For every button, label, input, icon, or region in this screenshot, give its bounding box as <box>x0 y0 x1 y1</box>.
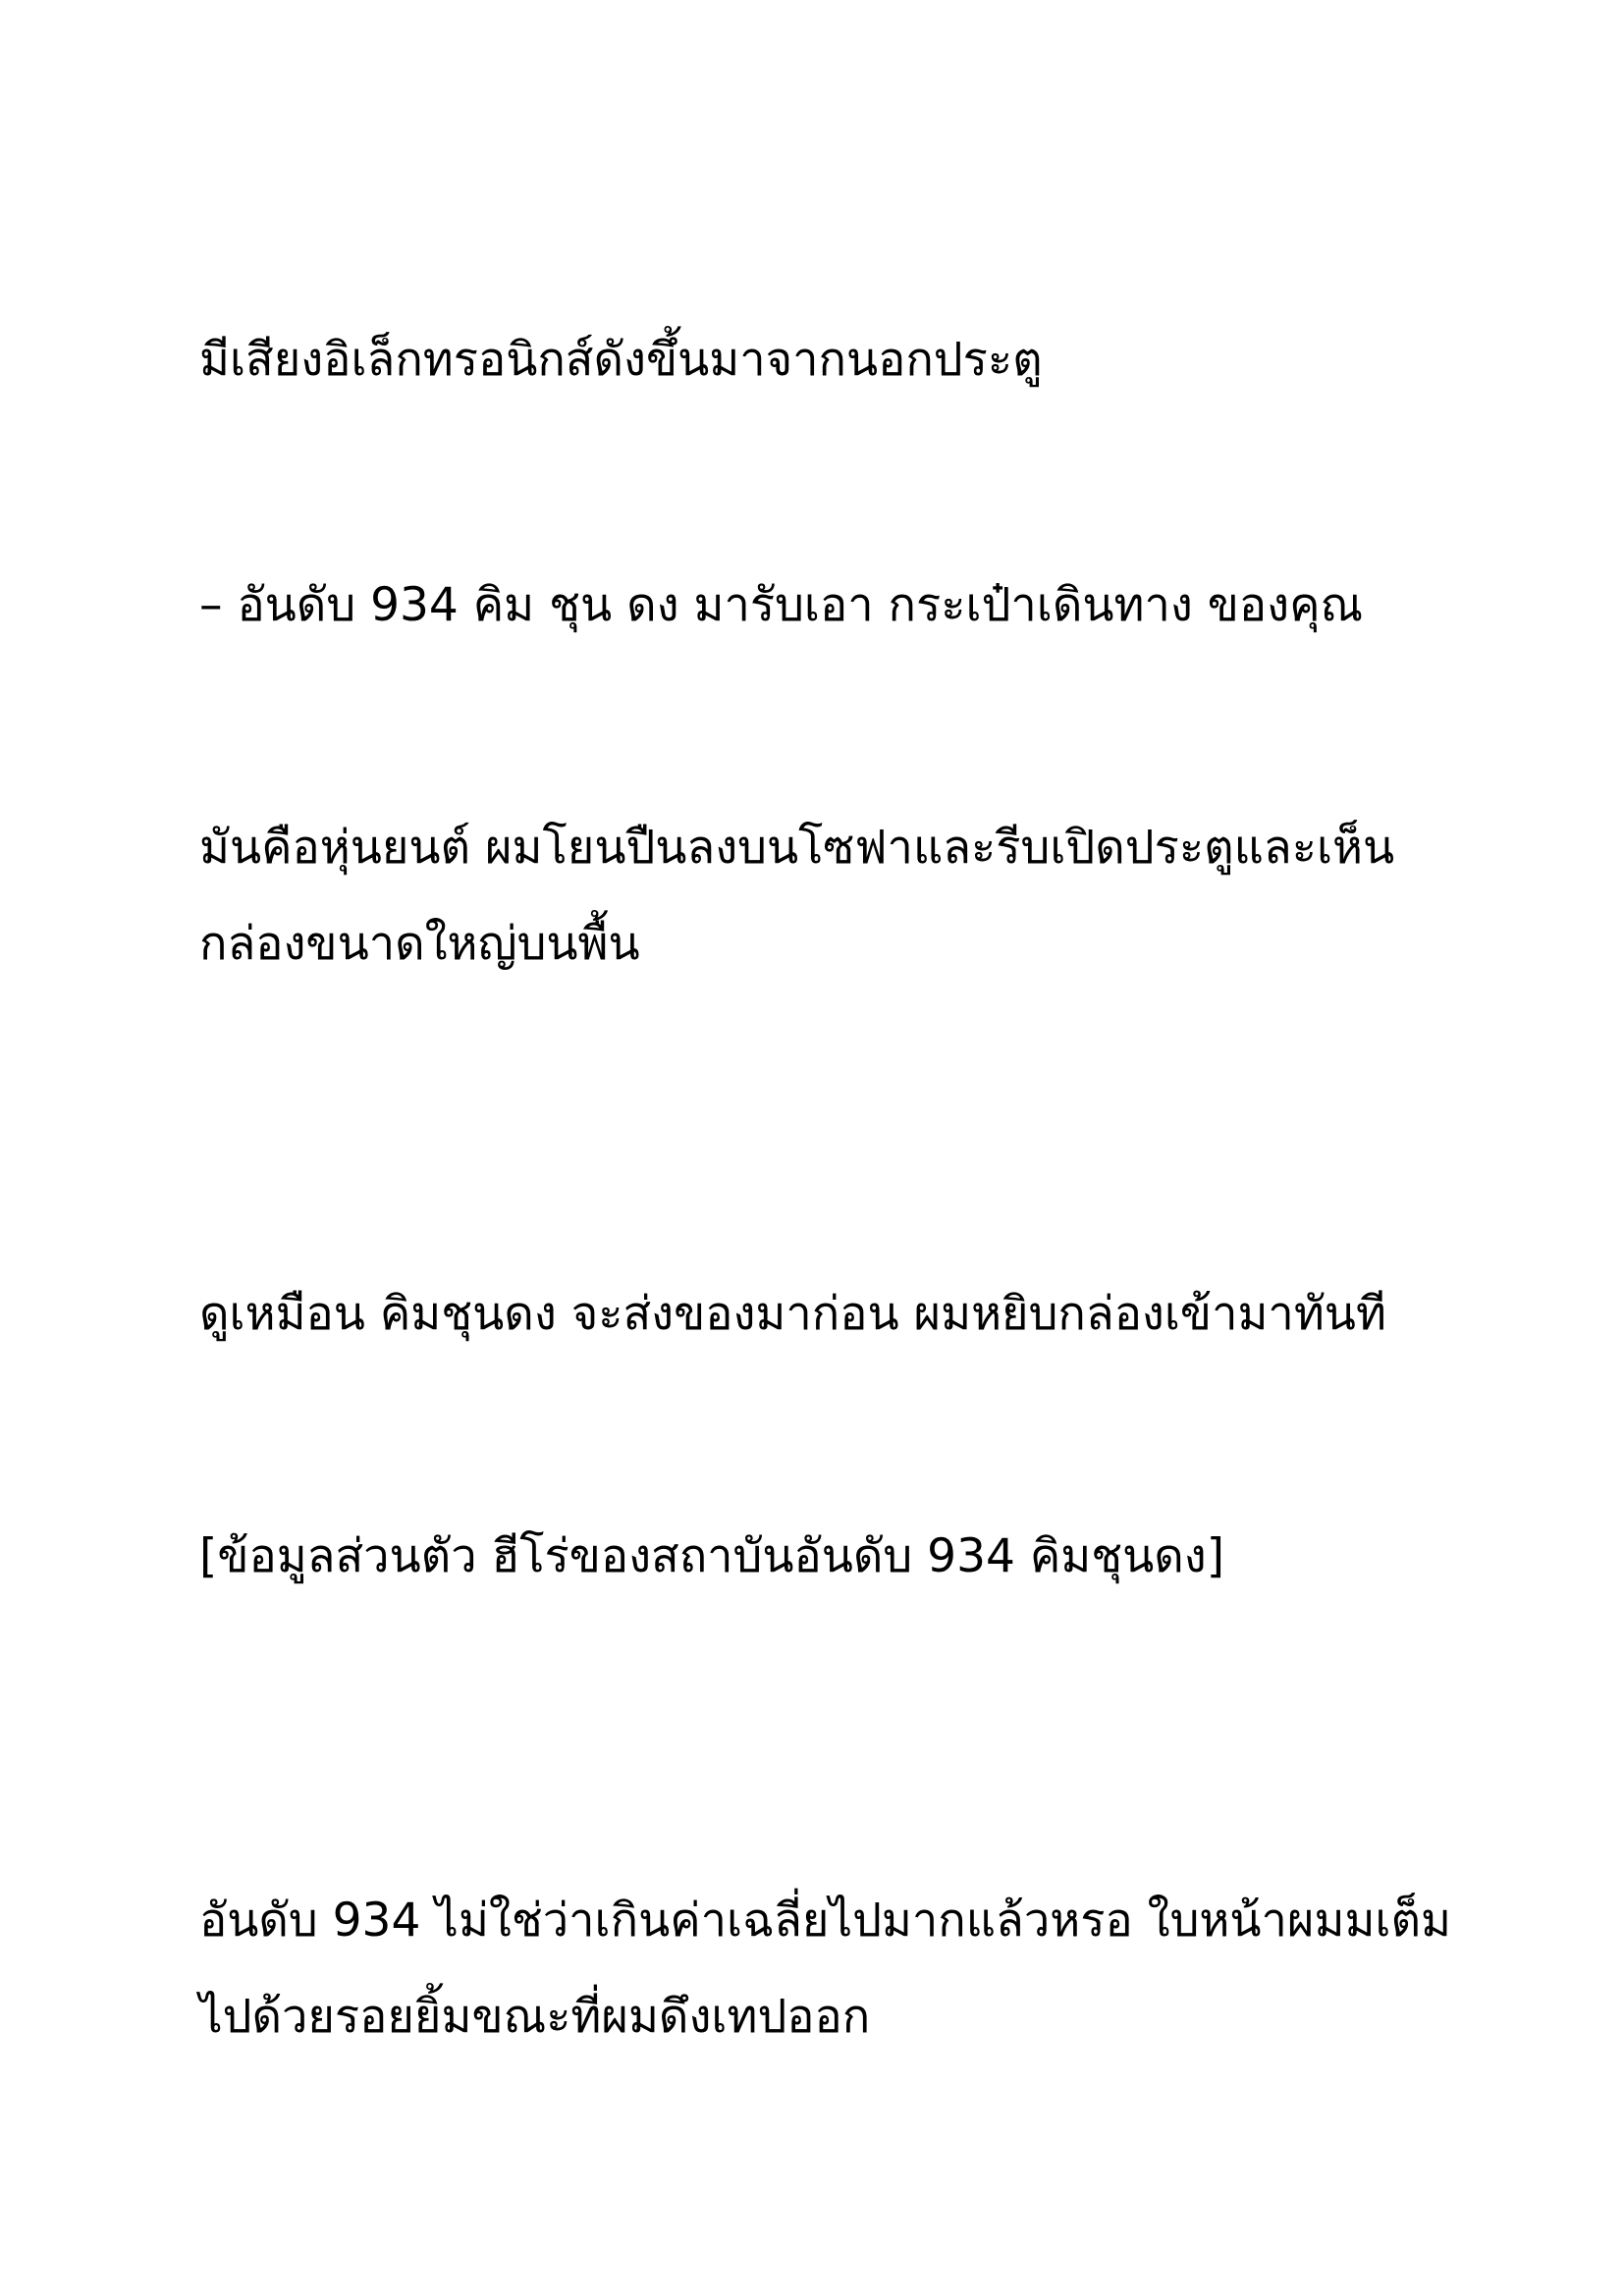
paragraph-rank-reaction <box>199 1873 1451 2065</box>
paragraph-robot-door <box>199 800 1436 992</box>
paragraph-box-delivery <box>199 1266 1436 1362</box>
text-line: ไปด้วยรอยยิ้มขณะที่ผมดึงเทปออก <box>199 1990 871 2044</box>
text-line: – อันดับ 934 คิม ชุน ดง มารับเอา กระเป๋าเดินทาง ของคุณ <box>199 578 1364 632</box>
text-line: ดูเหมือน คิมชุนดง จะส่งของมาก่อน ผมหยิบกล่องเข้ามาทันที <box>199 1287 1386 1341</box>
paragraph-robot-announcement <box>199 558 1436 654</box>
text-line: มันคือหุ่นยนต์ ผมโยนปืนลงบนโซฟาและรีบเปิดประตูและเห็น <box>199 821 1395 875</box>
text-line: อันดับ 934 ไม่ใช่ว่าเกินค่าเฉลี่ยไปมากแล้วหรอ ใบหน้าผมมเต็ม <box>199 1894 1451 1948</box>
paragraph-profile-info <box>199 1509 1436 1605</box>
text-line: กล่องขนาดใหญ่บนพื้น <box>199 917 640 971</box>
paragraph-electronic-sound <box>199 312 1436 408</box>
text-line: [ข้อมูลส่วนตัว ฮีโร่ของสถาบันอันดับ 934 คิมชุนดง] <box>199 1529 1225 1583</box>
text-line: มีเสียงอิเล็กทรอนิกส์ดังขึ้นมาจากนอกประตู <box>199 333 1043 387</box>
